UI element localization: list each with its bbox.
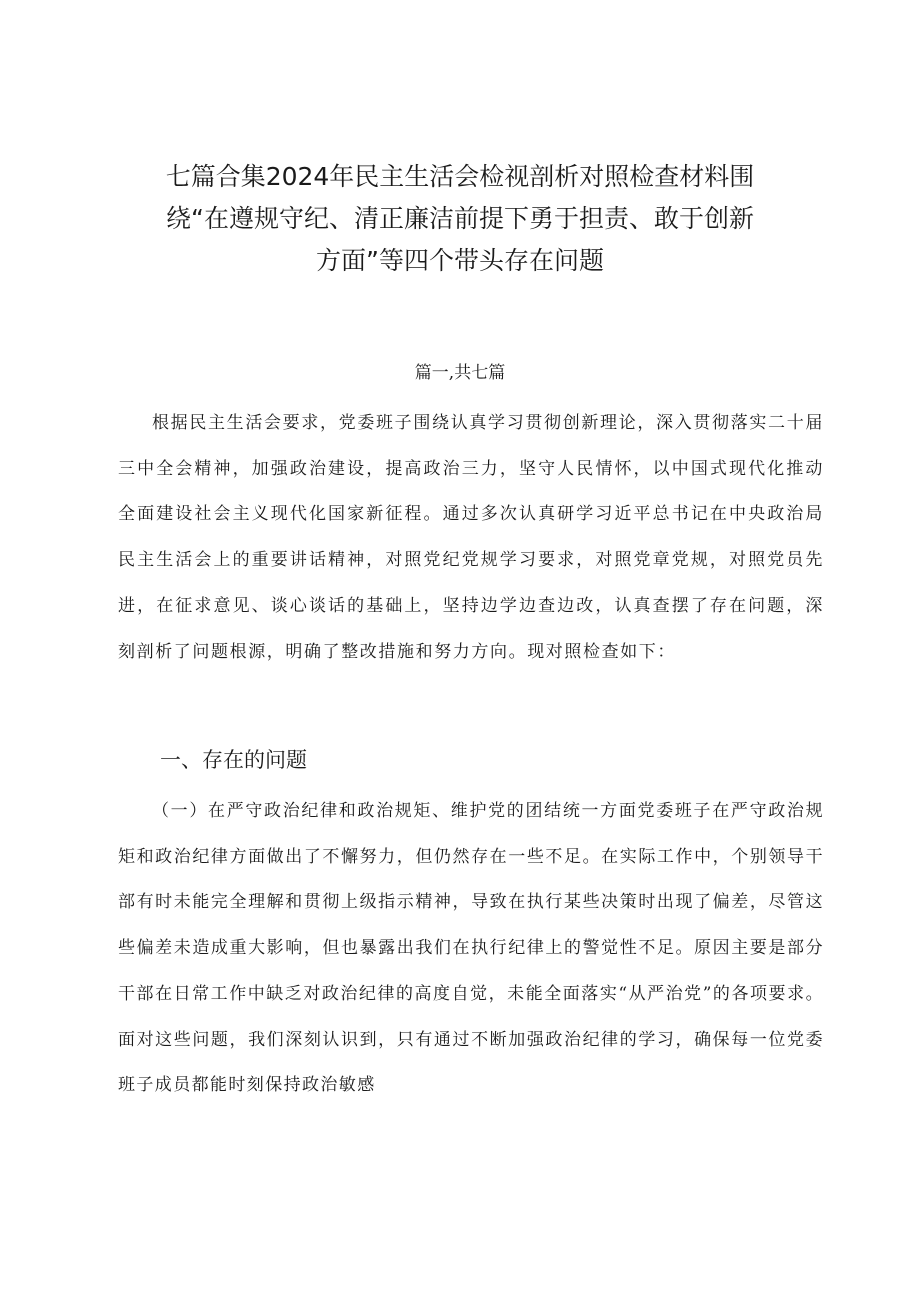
title-line-3: 方面”等四个带头存在问题: [316, 246, 604, 275]
document-title: [150, 156, 770, 282]
section-paragraph: （一）在严守政治纪律和政治规矩、维护党的团结统一方面党委班子在严守政治规矩和政治纪律方面做出了不懈努力，但仍然存在一些不足。在实际工作中，个别领导干部有时未能完全理解和贯彻上级指示精神，导致在执行某些决策时出现了偏差，尽管这些偏差未造成重大影响，但也暴露出我们在执行纪律上的警觉性不足。原因主要是部分干部在日常工作中缺乏对政治纪律的高度自觉，未能全面落实“从严治党”的各项要求。面对这些问题，我们深刻认识到，只有通过不断加强政治纪律的学习，确保每一位党委班子成员都能时刻保持政治敏感: [118, 801, 824, 1096]
intro-paragraph: 根据民主生活会要求，党委班子围绕认真学习贯彻创新理论，深入贯彻落实二十届三中全会精神，加强政治建设，提高政治三力，坚守人民情怀，以中国式现代化推动全面建设社会主义现代化国家新征程。通过多次认真研学习近平总书记在中央政治局民主生活会上的重要讲话精神，对照党纪党规学习要求，对照党章党规，对照党员先进，在征求意见、谈心谈话的基础上，坚持边学边查边改，认真查摆了存在问题，深刻剖析了问题根源，明确了整改措施和努力方向。现对照检查如下：: [118, 413, 824, 662]
title-line-1: 七篇合集2024年民主生活会检视剖析对照检查材料围: [165, 162, 755, 191]
document-subtitle: 篇一,共七篇: [414, 363, 506, 383]
section-heading: 一、存在的问题: [160, 748, 307, 772]
title-line-2: 绕“在遵规守纪、清正廉洁前提下勇于担责、敢于创新: [166, 204, 754, 233]
